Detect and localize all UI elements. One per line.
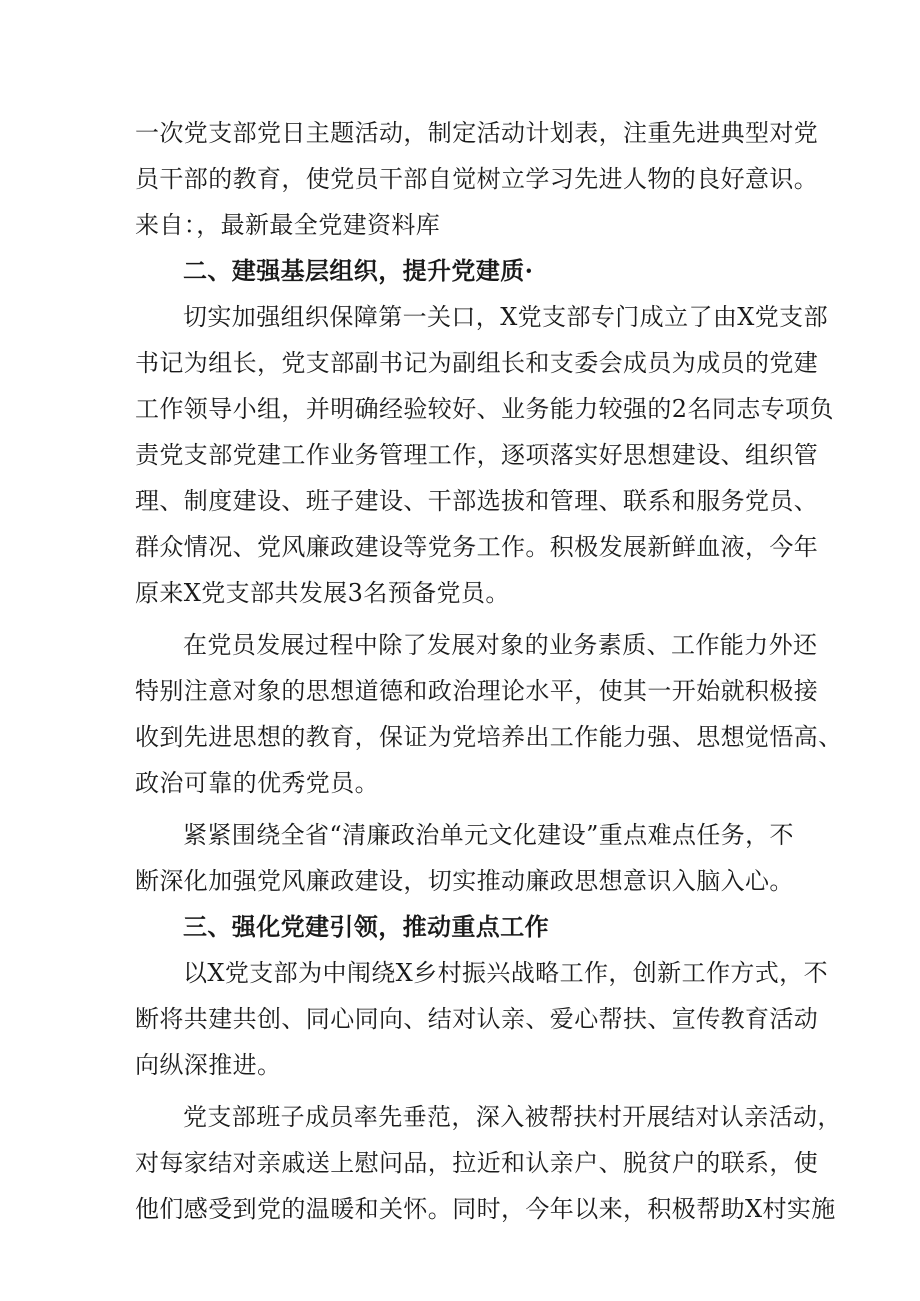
document-body	[135, 110, 843, 1232]
text-line: 向纵深推进。	[135, 1051, 282, 1079]
text-line: 对每家结对亲戚送上慰问品，拉近和认亲户、脱贫户的联系，使	[135, 1149, 819, 1177]
text-line: 断将共建共创、同心同向、结对认亲、爱心帮扶、宣传教育活动	[135, 1005, 819, 1033]
text-line: 以X党支部为中闱绕X乡村振兴战略工作，创新工作方式，不	[183, 959, 828, 987]
text-line: 断深化加强党风廉政建设，切实推动廉政思想意识入脑入心。	[135, 867, 794, 895]
paragraph-3	[135, 622, 843, 806]
text-line: 党支部班子成员率先垂范，深入被帮扶村开展结对认亲活动，	[183, 1103, 842, 1131]
text-line: 紧紧围绕全省“清廉政治单元文化建设”重点难点任务，不	[183, 821, 794, 849]
text-line: 理、制度建设、班子建设、干部选拔和管理、联系和服务党员、	[135, 487, 819, 515]
text-line: 收到先进思想的教育，保证为党培养出工作能力强、思想觉悟高、	[135, 723, 843, 751]
paragraph-5	[135, 950, 828, 1088]
paragraph-6	[135, 1094, 842, 1232]
text-line: 在党员发展过程中除了发展对象的业务素质、工作能力外还	[183, 631, 818, 659]
text-line: 责党支部党建工作业务管理工作，逐项落实好思想建设、组织管	[135, 441, 819, 469]
paragraph-4	[135, 812, 800, 904]
text-line: 员干部的教育，使党员干部自觉树立学习先进人物的良好意识。	[135, 165, 819, 193]
paragraph-1	[135, 110, 819, 248]
paragraph-2	[135, 294, 834, 616]
text-line: 来自：，最新最全党建资料库	[135, 211, 441, 239]
text-line: 切实加强组织保障第一关口，X党支部专门成立了由X党支部	[183, 303, 828, 331]
text-line: 群众情况、党风廉政建设等党务工作。积极发展新鲜血液，今年	[135, 533, 819, 561]
section-heading-3: 三、强化党建引领，推动重点工作	[183, 912, 549, 941]
text-line: 原来X党支部共发展3名预备党员。	[135, 579, 510, 607]
text-line: 特别注意对象的思想道德和政治理论水平，使其一开始就积极接	[135, 677, 819, 705]
text-line: 一次党支部党日主题活动，制定活动计划表，注重先进典型对党	[135, 119, 819, 147]
section-heading-2: 二、建强基层组织，提升党建质·	[183, 256, 534, 285]
text-line: 工作领导小组，并明确经验较好、业务能力较强的2名同志专项负	[135, 395, 834, 423]
text-line: 政治可靠的优秀党员。	[135, 769, 379, 797]
text-line: 他们感受到党的温暖和关怀。同时，今年以来，积极帮助X村实施	[135, 1195, 836, 1223]
text-line: 书记为组长，党支部副书记为副组长和支委会成员为成员的党建	[135, 349, 819, 377]
